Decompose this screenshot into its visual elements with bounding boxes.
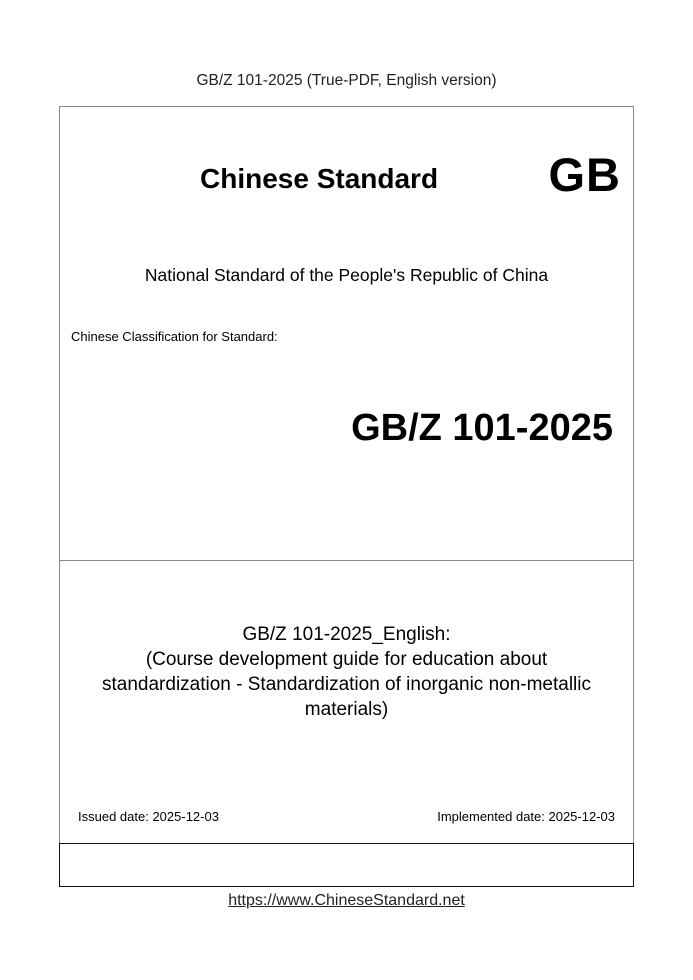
- implemented-date: Implemented date: 2025-12-03: [437, 809, 615, 824]
- brand-title: Chinese Standard: [200, 163, 439, 194]
- title-line: GB/Z 101-2025_English:: [242, 624, 451, 645]
- classification-label: Chinese Classification for Standard:: [71, 329, 278, 344]
- gb-mark: GB: [548, 148, 621, 201]
- website-link[interactable]: https://www.ChineseStandard.net: [228, 892, 465, 909]
- document-title: [60, 622, 633, 722]
- cover-top-section: [59, 106, 634, 561]
- page-header: GB/Z 101-2025 (True-PDF, English version): [196, 72, 497, 89]
- title-line: standardization - Standardization of inorganic non-metallic: [102, 674, 591, 695]
- cover-bottom-box: [59, 843, 634, 887]
- national-standard-line: National Standard of the People's Republic of China: [144, 265, 549, 285]
- title-line: materials): [304, 699, 389, 720]
- standard-number: GB/Z 101-2025: [351, 407, 613, 449]
- title-line: (Course development guide for education about: [145, 649, 548, 670]
- cover-title-section: [59, 560, 634, 844]
- footer: [0, 892, 693, 910]
- issued-date: Issued date: 2025-12-03: [78, 809, 219, 824]
